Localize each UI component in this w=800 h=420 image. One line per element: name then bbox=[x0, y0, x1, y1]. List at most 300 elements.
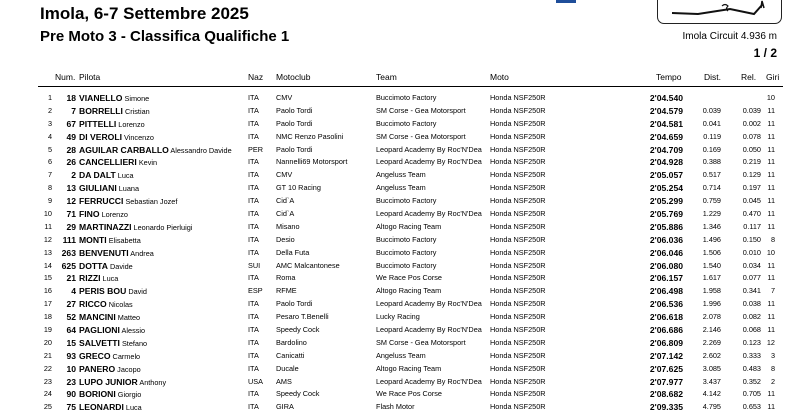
position: 18 bbox=[43, 312, 52, 322]
rider-firstname: Anthony bbox=[139, 377, 167, 387]
rider-firstname: Simone bbox=[124, 94, 150, 103]
table-header bbox=[0, 72, 800, 85]
motoclub: AMS bbox=[276, 376, 292, 386]
rider-firstname: Sebastian Jozef bbox=[125, 197, 178, 207]
nationality: USA bbox=[248, 376, 264, 386]
nationality: ITA bbox=[248, 325, 259, 335]
nationality: ITA bbox=[248, 170, 259, 180]
motorcycle: Honda NSF250R bbox=[490, 209, 546, 219]
rider-surname: PANERO bbox=[79, 363, 116, 374]
rider-name bbox=[79, 272, 118, 286]
team: Buccimoto Factory bbox=[376, 247, 437, 257]
rider-firstname: Nicolas bbox=[108, 300, 133, 310]
rider-firstname: Luca bbox=[117, 171, 134, 181]
nationality: ITA bbox=[248, 131, 259, 141]
position: 23 bbox=[43, 376, 52, 386]
gap-to-leader: 0.714 bbox=[702, 183, 721, 193]
rider-number: 90 bbox=[66, 389, 76, 400]
laps: 10 bbox=[766, 93, 775, 102]
position: 16 bbox=[43, 286, 52, 296]
rider-number: 28 bbox=[66, 144, 76, 155]
rider-name bbox=[79, 247, 154, 261]
rider-name bbox=[79, 221, 192, 235]
team: Leopard Academy By Roc'N'Dea bbox=[376, 209, 482, 219]
gap-to-leader: 0.119 bbox=[703, 131, 721, 141]
gap-to-leader: 0.169 bbox=[702, 144, 721, 154]
motoclub: Paolo Tordi bbox=[276, 299, 313, 309]
motorcycle: Honda NSF250R bbox=[490, 247, 546, 257]
rider-number: 29 bbox=[66, 221, 76, 232]
position: 25 bbox=[43, 402, 52, 412]
position: 3 bbox=[47, 118, 52, 128]
rider-name bbox=[79, 208, 128, 222]
rider-surname: RICCO bbox=[79, 299, 107, 310]
motoclub: Paolo Tordi bbox=[276, 144, 313, 154]
lap-time: 2'06.809 bbox=[649, 337, 683, 348]
rider-surname: MONTI bbox=[79, 234, 107, 245]
rider-name bbox=[79, 156, 157, 170]
gap-to-previous: 0.045 bbox=[742, 196, 761, 206]
rider-number: 75 bbox=[66, 402, 76, 413]
laps: 11 bbox=[767, 389, 775, 399]
position: 11 bbox=[44, 221, 52, 231]
rider-name bbox=[79, 169, 134, 183]
lap-time: 2'04.579 bbox=[649, 105, 683, 116]
position: 5 bbox=[47, 144, 52, 154]
position: 17 bbox=[43, 299, 52, 309]
gap-to-leader: 1.506 bbox=[702, 247, 721, 257]
laps: 11 bbox=[767, 170, 775, 180]
rider-name bbox=[79, 195, 177, 209]
rider-firstname: Elisabetta bbox=[108, 235, 141, 245]
rider-surname: BORRELLI bbox=[79, 105, 123, 116]
nationality: ITA bbox=[248, 157, 259, 167]
position: 9 bbox=[47, 196, 52, 206]
table-row bbox=[0, 92, 800, 105]
gap-to-leader: 4.795 bbox=[702, 402, 721, 412]
header-naz: Naz bbox=[248, 72, 264, 82]
rider-name bbox=[79, 298, 133, 312]
rider-surname: FERRUCCI bbox=[79, 196, 124, 207]
gap-to-leader: 1.996 bbox=[702, 299, 721, 309]
gap-to-previous: 0.705 bbox=[742, 389, 761, 399]
motorcycle: Honda NSF250R bbox=[490, 363, 546, 373]
rider-firstname: Jacopo bbox=[117, 364, 141, 374]
gap-to-previous: 0.038 bbox=[742, 299, 761, 309]
lap-time: 2'05.057 bbox=[649, 170, 683, 181]
rider-firstname: Giorgio bbox=[117, 390, 142, 400]
rider-surname: GIULIANI bbox=[79, 183, 117, 194]
nationality: ITA bbox=[248, 196, 259, 206]
team: Leopard Academy By Roc'N'Dea bbox=[376, 144, 482, 154]
rider-name bbox=[79, 131, 154, 145]
rider-surname: MARTINAZZI bbox=[79, 221, 132, 232]
motoclub: CMV bbox=[276, 93, 293, 102]
motoclub: Speedy Cock bbox=[276, 325, 320, 335]
laps: 11 bbox=[767, 260, 775, 270]
motoclub: Desio bbox=[276, 234, 295, 244]
gap-to-previous: 0.068 bbox=[742, 325, 761, 335]
nationality: ITA bbox=[248, 350, 259, 360]
motorcycle: Honda NSF250R bbox=[490, 131, 546, 141]
laps: 11 bbox=[767, 118, 775, 128]
motoclub: CMV bbox=[276, 170, 293, 180]
lap-time: 2'04.709 bbox=[649, 144, 683, 155]
rider-number: 625 bbox=[61, 260, 76, 271]
rider-number: 52 bbox=[66, 312, 76, 323]
lap-time: 2'05.769 bbox=[649, 209, 683, 220]
lap-time: 2'06.498 bbox=[649, 286, 683, 297]
rider-number: 15 bbox=[66, 337, 76, 348]
table-row bbox=[0, 363, 800, 376]
laps: 2 bbox=[770, 376, 775, 386]
motorcycle: Honda NSF250R bbox=[490, 260, 546, 270]
rider-number: 93 bbox=[66, 350, 76, 361]
laps: 12 bbox=[766, 337, 775, 347]
motorcycle: Honda NSF250R bbox=[490, 337, 546, 347]
nationality: ITA bbox=[248, 363, 259, 373]
rider-name bbox=[79, 337, 147, 351]
rider-firstname: Stefano bbox=[121, 338, 148, 348]
rider-surname: DA DALT bbox=[79, 170, 116, 181]
lap-time: 2'04.928 bbox=[649, 157, 683, 168]
team: Buccimoto Factory bbox=[376, 234, 437, 244]
motoclub: NMC Renzo Pasolini bbox=[276, 131, 344, 141]
rider-firstname: Luana bbox=[118, 184, 140, 194]
table-row bbox=[0, 221, 800, 234]
motorcycle: Honda NSF250R bbox=[490, 350, 546, 360]
header-tempo: Tempo bbox=[656, 72, 682, 82]
table-row bbox=[0, 285, 800, 298]
table-row bbox=[0, 195, 800, 208]
position: 4 bbox=[47, 131, 52, 141]
lap-time: 2'06.080 bbox=[649, 260, 683, 271]
rider-number: 21 bbox=[66, 273, 76, 284]
rider-firstname: Davide bbox=[110, 261, 133, 271]
lap-time: 2'06.036 bbox=[649, 234, 683, 245]
team: SM Corse - Gea Motorsport bbox=[376, 105, 466, 115]
team: Buccimoto Factory bbox=[376, 196, 437, 206]
rider-surname: LEONARDI bbox=[79, 402, 124, 413]
motoclub: RFME bbox=[276, 286, 297, 296]
motorcycle: Honda NSF250R bbox=[490, 286, 546, 296]
gap-to-leader: 2.602 bbox=[702, 350, 721, 360]
motorcycle: Honda NSF250R bbox=[490, 312, 546, 322]
motorcycle: Honda NSF250R bbox=[490, 234, 546, 244]
nationality: ITA bbox=[248, 105, 259, 115]
gap-to-previous: 0.034 bbox=[742, 260, 761, 270]
rider-surname: FINO bbox=[79, 209, 100, 220]
motorcycle: Honda NSF250R bbox=[490, 221, 546, 231]
table-row bbox=[0, 298, 800, 311]
lap-time: 2'07.977 bbox=[649, 376, 683, 387]
rider-firstname: Kevin bbox=[138, 158, 158, 168]
rider-name bbox=[79, 401, 142, 415]
laps: 11 bbox=[767, 299, 775, 309]
motoclub: Roma bbox=[276, 273, 296, 283]
position: 7 bbox=[47, 170, 52, 180]
table-row bbox=[0, 234, 800, 247]
lap-time: 2'06.046 bbox=[649, 247, 683, 258]
rider-firstname: Lorenzo bbox=[101, 210, 128, 220]
rider-firstname: Vincenzo bbox=[124, 132, 154, 142]
rider-name bbox=[79, 105, 150, 119]
laps: 11 bbox=[767, 131, 775, 141]
gap-to-previous: 0.219 bbox=[742, 157, 761, 167]
team: Leopard Academy By Roc'N'Dea bbox=[376, 299, 482, 309]
team: Buccimoto Factory bbox=[376, 118, 437, 128]
motorcycle: Honda NSF250R bbox=[490, 157, 546, 167]
position: 12 bbox=[43, 234, 52, 244]
nationality: ITA bbox=[248, 221, 259, 231]
motorcycle: Honda NSF250R bbox=[490, 93, 546, 102]
rider-surname: DOTTA bbox=[79, 260, 108, 271]
laps: 11 bbox=[767, 144, 775, 154]
table-row bbox=[0, 118, 800, 131]
table-row bbox=[0, 401, 800, 414]
laps: 11 bbox=[767, 196, 775, 206]
gap-to-previous: 0.010 bbox=[742, 247, 761, 257]
rider-name bbox=[79, 324, 145, 338]
rider-number: 26 bbox=[66, 157, 76, 168]
nationality: ITA bbox=[248, 273, 259, 283]
team: Altogo Racing Team bbox=[376, 363, 442, 373]
rider-number: 7 bbox=[71, 105, 76, 116]
gap-to-previous: 0.129 bbox=[742, 170, 761, 180]
motoclub: Pesaro T.Benelli bbox=[276, 312, 329, 322]
rider-name bbox=[79, 363, 141, 377]
gap-to-previous: 0.470 bbox=[742, 209, 761, 219]
rider-firstname: Carmelo bbox=[112, 351, 141, 361]
rider-number: 27 bbox=[66, 299, 76, 310]
position: 22 bbox=[43, 363, 52, 373]
motorcycle: Honda NSF250R bbox=[490, 118, 546, 128]
table-row bbox=[0, 260, 800, 273]
rider-firstname: Cristian bbox=[124, 106, 150, 116]
gap-to-leader: 3.437 bbox=[702, 376, 721, 386]
header-divider bbox=[38, 86, 783, 87]
motoclub: Canicatti bbox=[276, 350, 305, 360]
team: Buccimoto Factory bbox=[376, 260, 437, 270]
position: 2 bbox=[47, 105, 52, 115]
laps: 8 bbox=[770, 363, 775, 373]
gap-to-leader: 0.039 bbox=[702, 105, 721, 115]
motoclub: Della Futa bbox=[276, 247, 310, 257]
table-row bbox=[0, 350, 800, 363]
team: Angeluss Team bbox=[376, 183, 426, 193]
rider-number: 23 bbox=[66, 376, 76, 387]
header-rel: Rel. bbox=[741, 72, 757, 82]
table-row bbox=[0, 388, 800, 401]
motorcycle: Honda NSF250R bbox=[490, 376, 546, 386]
results-table bbox=[0, 92, 800, 414]
nationality: ITA bbox=[248, 402, 259, 412]
rider-name bbox=[79, 144, 232, 158]
position: 21 bbox=[43, 350, 52, 360]
laps: 11 bbox=[767, 221, 775, 231]
laps: 7 bbox=[770, 286, 775, 296]
position: 14 bbox=[43, 260, 52, 270]
rider-number: 4 bbox=[71, 286, 76, 297]
nationality: ITA bbox=[248, 234, 259, 244]
nationality: SUI bbox=[248, 260, 261, 270]
laps: 11 bbox=[767, 402, 775, 412]
gap-to-leader: 2.078 bbox=[702, 312, 721, 322]
motoclub: Paolo Tordi bbox=[276, 118, 313, 128]
position: 10 bbox=[43, 209, 52, 219]
rider-firstname: Leonardo Pierluigi bbox=[133, 222, 193, 232]
motoclub: Cid`A bbox=[276, 196, 295, 206]
motorcycle: Honda NSF250R bbox=[490, 273, 546, 283]
gap-to-previous: 0.483 bbox=[742, 363, 761, 373]
table-row bbox=[0, 311, 800, 324]
team: We Race Pos Corse bbox=[376, 273, 442, 283]
laps: 11 bbox=[767, 183, 775, 193]
motorcycle: Honda NSF250R bbox=[490, 299, 546, 309]
motoclub: Cid`A bbox=[276, 209, 295, 219]
rider-surname: VIANELLO bbox=[79, 93, 123, 103]
rider-name bbox=[79, 376, 166, 390]
gap-to-previous: 0.150 bbox=[742, 234, 761, 244]
motorcycle: Honda NSF250R bbox=[490, 325, 546, 335]
motorcycle: Honda NSF250R bbox=[490, 105, 546, 115]
gap-to-previous: 0.197 bbox=[742, 183, 761, 193]
rider-number: 263 bbox=[61, 247, 76, 258]
nationality: ITA bbox=[248, 247, 259, 257]
motoclub: GT 10 Racing bbox=[276, 183, 321, 193]
team: Leopard Academy By Roc'N'Dea bbox=[376, 157, 482, 167]
team: SM Corse - Gea Motorsport bbox=[376, 337, 466, 347]
nationality: ITA bbox=[248, 312, 259, 322]
position: 24 bbox=[43, 389, 52, 399]
nationality: PER bbox=[248, 144, 264, 154]
rider-name bbox=[79, 182, 139, 196]
position: 15 bbox=[43, 273, 52, 283]
team: Buccimoto Factory bbox=[376, 93, 437, 102]
lap-time: 2'07.142 bbox=[649, 350, 683, 361]
motoclub: Paolo Tordi bbox=[276, 105, 313, 115]
header-pilota: Pilota bbox=[79, 72, 101, 82]
team: Leopard Academy By Roc'N'Dea bbox=[376, 376, 482, 386]
nationality: ITA bbox=[248, 209, 259, 219]
rider-firstname: Alessio bbox=[121, 326, 146, 336]
rider-surname: AGUILAR CARBALLO bbox=[79, 144, 169, 155]
rider-number: 18 bbox=[66, 93, 76, 103]
rider-name bbox=[79, 285, 147, 299]
laps: 11 bbox=[767, 105, 775, 115]
gap-to-previous: 0.653 bbox=[742, 402, 761, 412]
lap-time: 2'06.536 bbox=[649, 299, 683, 310]
lap-time: 2'06.157 bbox=[649, 273, 683, 284]
nationality: ITA bbox=[248, 337, 259, 347]
rider-surname: BENVENUTI bbox=[79, 247, 129, 258]
team: Flash Motor bbox=[376, 402, 415, 412]
team: Altogo Racing Team bbox=[376, 286, 442, 296]
rider-number: 2 bbox=[71, 170, 76, 181]
rider-number: 10 bbox=[66, 363, 76, 374]
lap-time: 2'06.618 bbox=[649, 312, 683, 323]
lap-time: 2'04.581 bbox=[649, 118, 683, 129]
motoclub: Bardolino bbox=[276, 337, 307, 347]
motorcycle: Honda NSF250R bbox=[490, 144, 546, 154]
gap-to-leader: 0.041 bbox=[702, 118, 721, 128]
table-row bbox=[0, 208, 800, 221]
gap-to-previous: 0.123 bbox=[742, 337, 761, 347]
rider-number: 71 bbox=[66, 209, 76, 220]
gap-to-previous: 0.341 bbox=[742, 286, 761, 296]
gap-to-previous: 0.002 bbox=[742, 118, 761, 128]
rider-surname: SALVETTI bbox=[79, 337, 120, 348]
header-moto: Moto bbox=[490, 72, 509, 82]
nationality: ESP bbox=[248, 286, 263, 296]
page-number: 1 / 2 bbox=[753, 46, 777, 60]
lap-time: 2'04.659 bbox=[649, 131, 683, 142]
laps: 11 bbox=[767, 312, 775, 322]
rider-firstname: Alessandro Davide bbox=[170, 145, 232, 155]
rider-firstname: Matteo bbox=[117, 313, 141, 323]
nationality: ITA bbox=[248, 183, 259, 193]
team: Leopard Academy By Roc'N'Dea bbox=[376, 325, 482, 335]
team: We Race Pos Corse bbox=[376, 389, 442, 399]
motorcycle: Honda NSF250R bbox=[490, 196, 546, 206]
laps: 11 bbox=[767, 325, 775, 335]
table-row bbox=[0, 169, 800, 182]
team: Angeluss Team bbox=[376, 170, 426, 180]
lap-time: 2'05.299 bbox=[649, 196, 683, 207]
laps: 10 bbox=[766, 247, 775, 257]
page-subtitle: Pre Moto 3 - Classifica Qualifiche 1 bbox=[40, 28, 290, 45]
table-row bbox=[0, 105, 800, 118]
gap-to-leader: 2.269 bbox=[702, 337, 721, 347]
position: 1 bbox=[47, 93, 52, 102]
table-row bbox=[0, 247, 800, 260]
motoclub: Speedy Cock bbox=[276, 389, 320, 399]
rider-surname: DI VEROLI bbox=[79, 131, 122, 142]
header-team: Team bbox=[376, 72, 397, 82]
gap-to-leader: 0.759 bbox=[702, 196, 721, 206]
motoclub: GIRA bbox=[276, 402, 294, 412]
rider-surname: PERIS BOU bbox=[79, 286, 127, 297]
rider-surname: PITTELLI bbox=[79, 118, 117, 129]
team: Altogo Racing Team bbox=[376, 221, 442, 231]
rider-surname: BORIONI bbox=[79, 389, 116, 400]
rider-name bbox=[79, 311, 140, 325]
nationality: ITA bbox=[248, 389, 259, 399]
table-row bbox=[0, 131, 800, 144]
lap-time: 2'06.686 bbox=[649, 325, 683, 336]
lap-time: 2'05.254 bbox=[649, 183, 683, 194]
rider-surname: CANCELLIERI bbox=[79, 157, 137, 168]
circuit-info: Imola Circuit 4.936 m bbox=[682, 31, 777, 42]
gap-to-leader: 1.496 bbox=[702, 234, 721, 244]
gap-to-leader: 1.229 bbox=[702, 209, 721, 219]
rider-surname: GRECO bbox=[79, 350, 111, 361]
gap-to-previous: 0.352 bbox=[742, 376, 761, 386]
gap-to-leader: 0.388 bbox=[702, 157, 721, 167]
rider-surname: PAGLIONI bbox=[79, 325, 120, 336]
motorcycle: Honda NSF250R bbox=[490, 402, 546, 412]
laps: 8 bbox=[770, 234, 775, 244]
rider-surname: RIZZI bbox=[79, 273, 101, 284]
rider-name bbox=[79, 118, 145, 132]
motoclub: Ducale bbox=[276, 363, 299, 373]
rider-firstname: Luca bbox=[102, 274, 119, 284]
nationality: ITA bbox=[248, 299, 259, 309]
rider-firstname: Luca bbox=[125, 403, 142, 413]
rider-number: 64 bbox=[66, 325, 76, 336]
team: SM Corse - Gea Motorsport bbox=[376, 131, 466, 141]
gap-to-previous: 0.050 bbox=[742, 144, 761, 154]
